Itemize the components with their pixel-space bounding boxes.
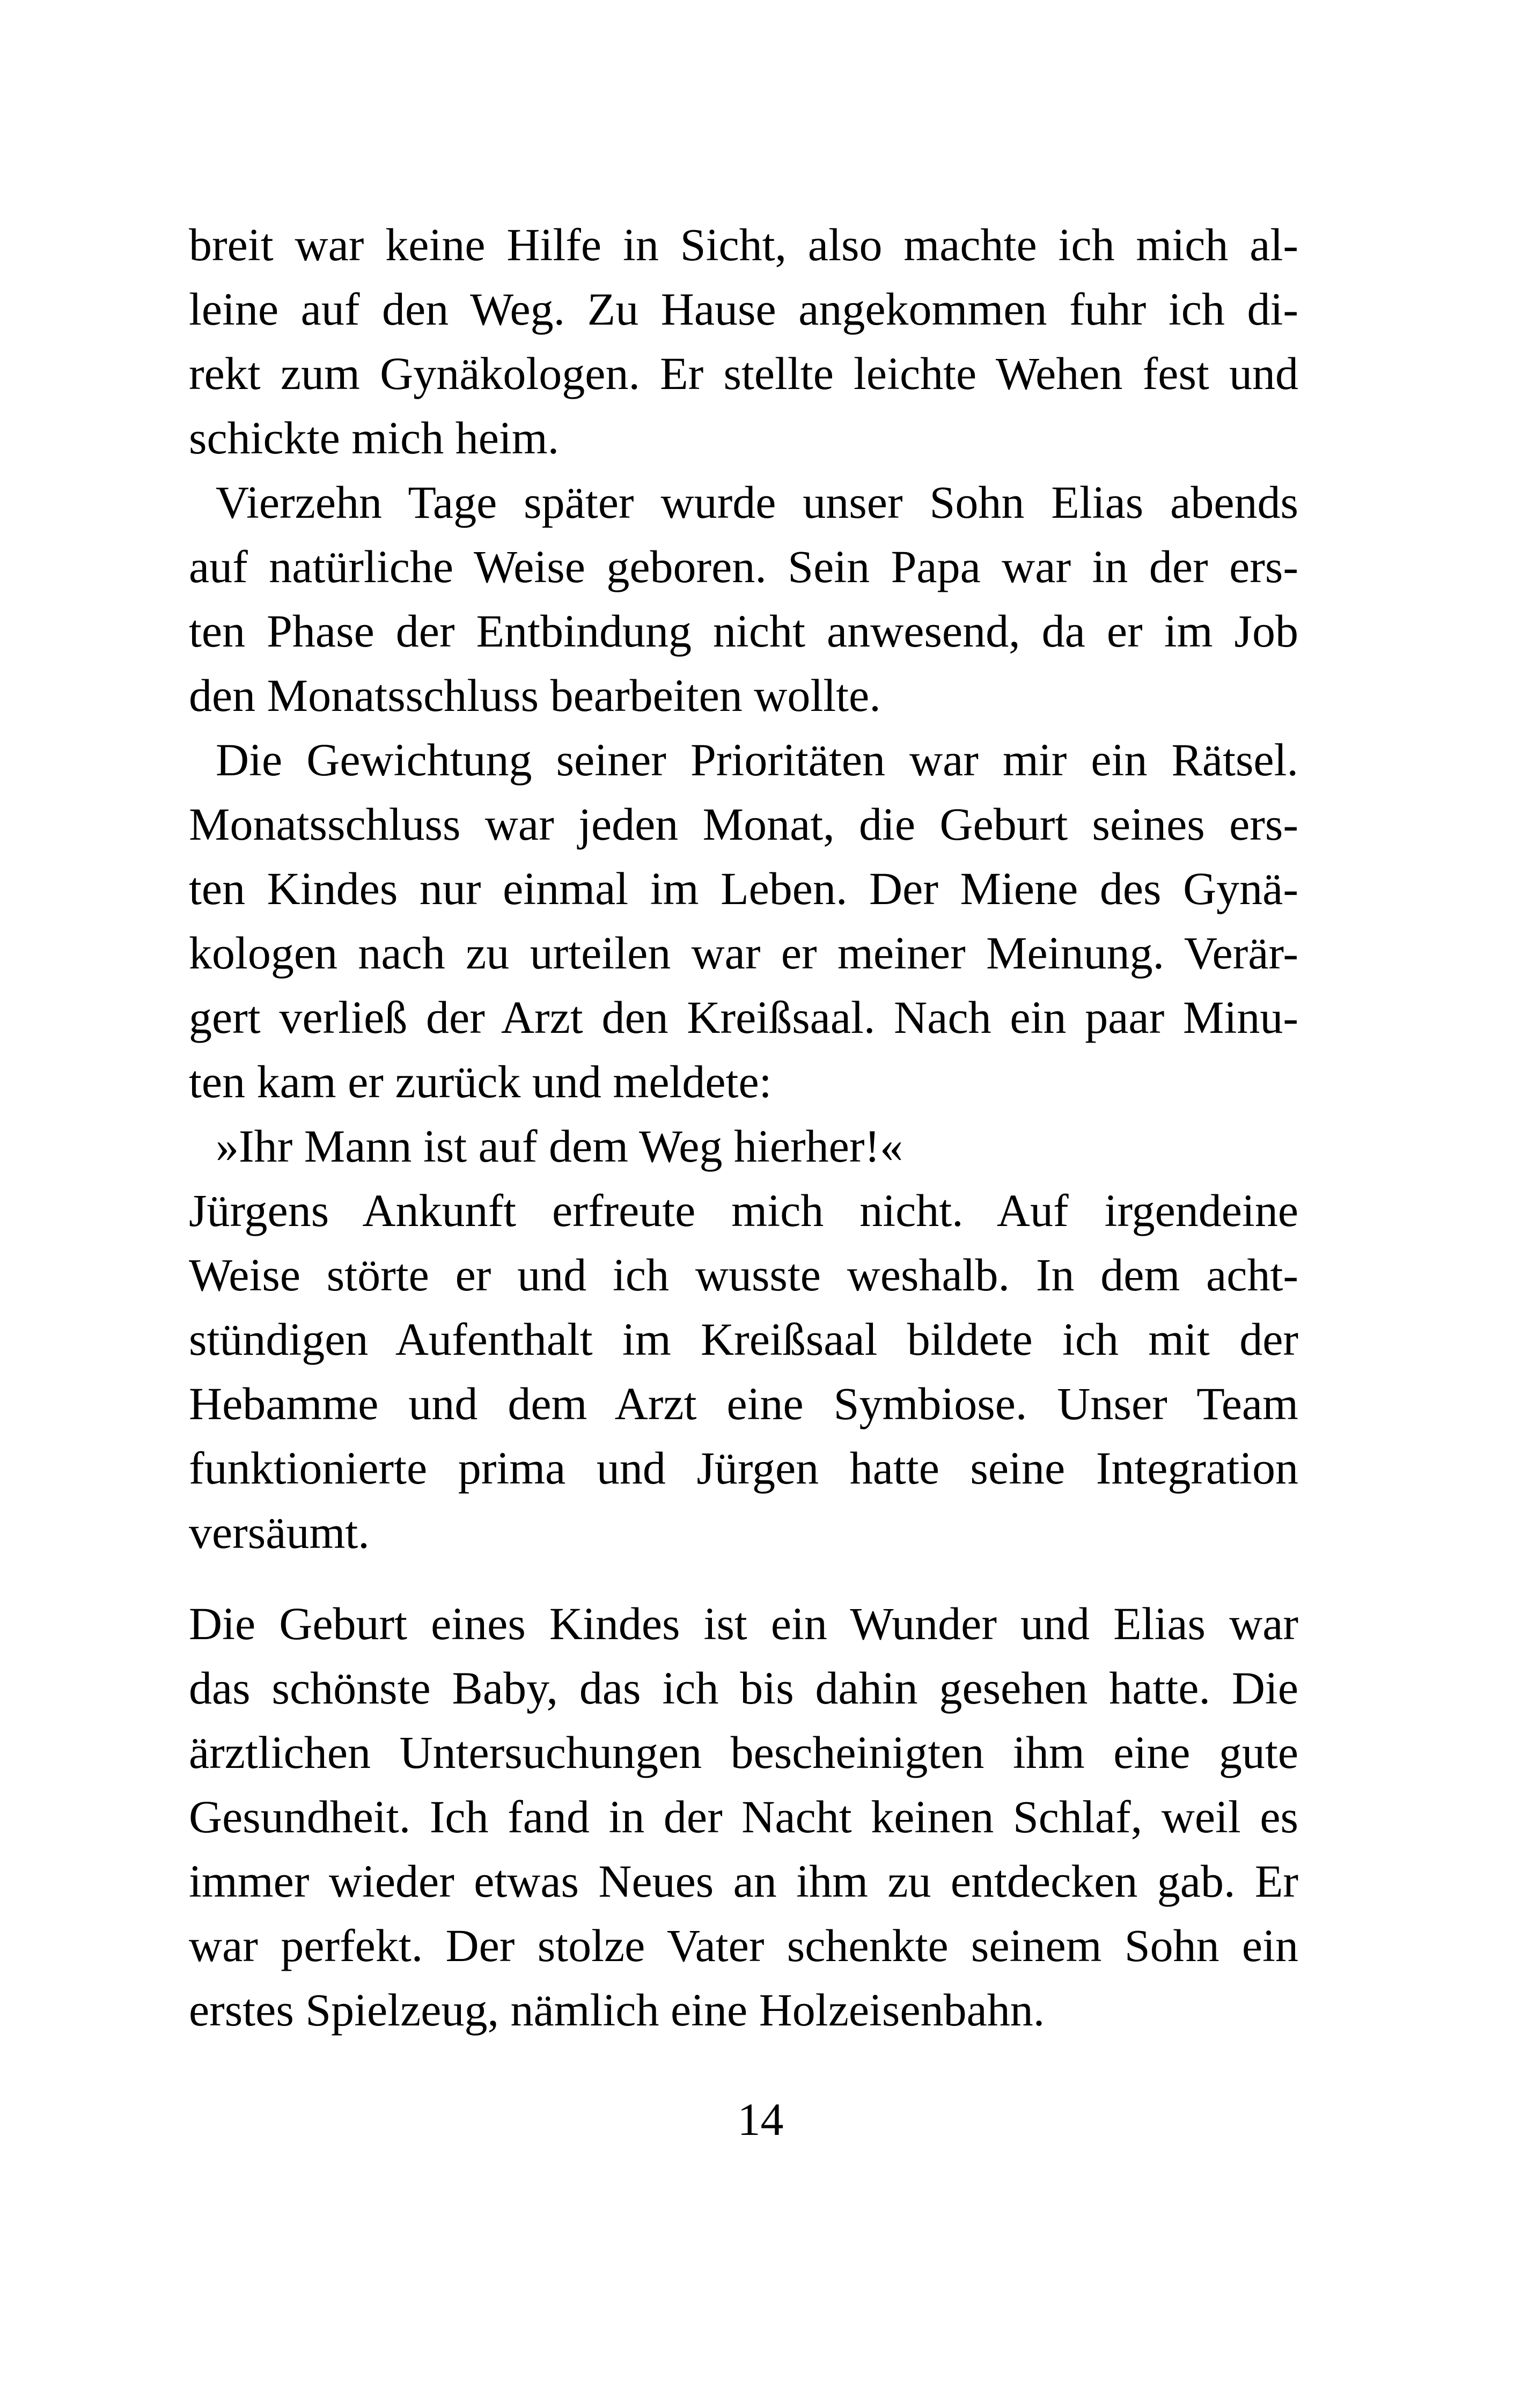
text-line: auf natürliche Weise geboren. Sein Papa war in der ers-	[189, 541, 1298, 592]
text-line: Jürgens Ankunft erfreute mich nicht. Auf irgendeine	[189, 1185, 1298, 1236]
text-line: funktionierte prima und Jürgen hatte seine Integration	[189, 1442, 1298, 1494]
text-line: stündigen Aufenthalt im Kreißsaal bildete ich mit der	[189, 1313, 1298, 1365]
paragraph-4	[189, 1114, 1298, 1178]
text-line: Gesundheit. Ich fand in der Nacht keinen Schlaf, weil es	[189, 1791, 1298, 1842]
paragraph-1	[189, 212, 1298, 470]
section-break	[189, 1565, 1298, 1591]
paragraph-3	[189, 728, 1298, 1114]
text-line: versäumt.	[189, 1507, 370, 1558]
text-line: war perfekt. Der stolze Vater schenkte seinem Sohn ein	[189, 1920, 1298, 1971]
text-line: erstes Spielzeug, nämlich eine Holzeisenbahn.	[189, 1984, 1045, 2036]
paragraph-2	[189, 470, 1298, 728]
text-line: immer wieder etwas Neues an ihm zu entdecken gab. Er	[189, 1855, 1298, 1907]
text-line: ärztlichen Untersuchungen bescheinigten ihm eine gute	[189, 1727, 1298, 1778]
text-line: rekt zum Gynäkologen. Er stellte leichte Wehen fest und	[189, 348, 1298, 399]
text-line: schickte mich heim.	[189, 412, 560, 464]
text-line: leine auf den Weg. Zu Hause angekommen fuhr ich di-	[189, 283, 1298, 335]
text-line: Vierzehn Tage später wurde unser Sohn Elias abends	[216, 476, 1298, 528]
paragraph-6	[189, 1591, 1298, 2042]
page-number: 14	[737, 2094, 784, 2145]
text-line: ten Phase der Entbindung nicht anwesend, da er im Job	[189, 605, 1298, 657]
text-line: Hebamme und dem Arzt eine Symbiose. Unser Team	[189, 1378, 1298, 1429]
text-line: kologen nach zu urteilen war er meiner Meinung. Verär-	[189, 927, 1298, 979]
paragraph-5	[189, 1178, 1298, 1565]
text-line: Die Gewichtung seiner Prioritäten war mir ein Rätsel.	[216, 734, 1298, 785]
text-line: »Ihr Mann ist auf dem Weg hierher!«	[216, 1120, 903, 1172]
text-line: breit war keine Hilfe in Sicht, also machte ich mich al-	[189, 219, 1298, 270]
body-text	[189, 212, 1298, 2042]
text-line: ten kam er zurück und meldete:	[189, 1056, 772, 1107]
text-line: Monatsschluss war jeden Monat, die Geburt seines ers-	[189, 798, 1298, 850]
text-line: gert verließ der Arzt den Kreißsaal. Nach ein paar Minu-	[189, 992, 1298, 1043]
text-line: den Monatsschluss bearbeiten wollte.	[189, 670, 881, 721]
text-line: das schönste Baby, das ich bis dahin gesehen hatte. Die	[189, 1662, 1298, 1714]
text-line: ten Kindes nur einmal im Leben. Der Miene des Gynä-	[189, 863, 1298, 914]
text-line: Die Geburt eines Kindes ist ein Wunder und Elias war	[189, 1598, 1298, 1649]
text-line: Weise störte er und ich wusste weshalb. In dem acht-	[189, 1249, 1298, 1301]
